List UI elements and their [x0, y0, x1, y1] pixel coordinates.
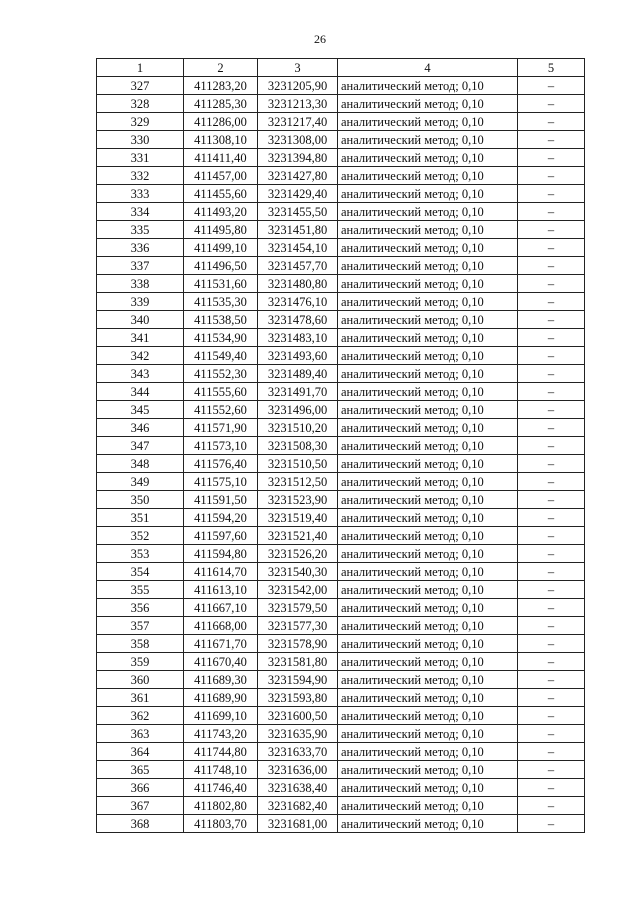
cell-method-accuracy: аналитический метод; 0,10: [338, 95, 518, 113]
table-row: [97, 275, 585, 293]
cell-point-number: 353: [97, 545, 184, 563]
cell-x-coordinate: 411571,90: [184, 419, 258, 437]
column-header-1: 1: [97, 59, 184, 77]
cell-y-coordinate: 3231308,00: [258, 131, 338, 149]
cell-y-coordinate: 3231496,00: [258, 401, 338, 419]
cell-note: –: [518, 203, 585, 221]
cell-method-accuracy: аналитический метод; 0,10: [338, 149, 518, 167]
cell-note: –: [518, 419, 585, 437]
cell-y-coordinate: 3231523,90: [258, 491, 338, 509]
cell-note: –: [518, 689, 585, 707]
cell-point-number: 361: [97, 689, 184, 707]
cell-note: –: [518, 653, 585, 671]
cell-x-coordinate: 411744,80: [184, 743, 258, 761]
cell-method-accuracy: аналитический метод; 0,10: [338, 257, 518, 275]
cell-y-coordinate: 3231600,50: [258, 707, 338, 725]
cell-note: –: [518, 671, 585, 689]
cell-method-accuracy: аналитический метод; 0,10: [338, 221, 518, 239]
cell-note: –: [518, 221, 585, 239]
cell-point-number: 335: [97, 221, 184, 239]
cell-x-coordinate: 411573,10: [184, 437, 258, 455]
cell-note: –: [518, 815, 585, 833]
cell-method-accuracy: аналитический метод; 0,10: [338, 761, 518, 779]
cell-point-number: 328: [97, 95, 184, 113]
cell-point-number: 363: [97, 725, 184, 743]
cell-note: –: [518, 383, 585, 401]
cell-y-coordinate: 3231454,10: [258, 239, 338, 257]
table-row: [97, 707, 585, 725]
cell-point-number: 366: [97, 779, 184, 797]
cell-method-accuracy: аналитический метод; 0,10: [338, 131, 518, 149]
cell-point-number: 330: [97, 131, 184, 149]
table-row: [97, 437, 585, 455]
cell-method-accuracy: аналитический метод; 0,10: [338, 293, 518, 311]
cell-point-number: 334: [97, 203, 184, 221]
table-row: [97, 239, 585, 257]
table-row: [97, 509, 585, 527]
cell-point-number: 338: [97, 275, 184, 293]
table-row: [97, 761, 585, 779]
cell-point-number: 354: [97, 563, 184, 581]
table-row: [97, 473, 585, 491]
cell-note: –: [518, 347, 585, 365]
cell-y-coordinate: 3231394,80: [258, 149, 338, 167]
cell-x-coordinate: 411493,20: [184, 203, 258, 221]
cell-y-coordinate: 3231635,90: [258, 725, 338, 743]
cell-y-coordinate: 3231681,00: [258, 815, 338, 833]
cell-point-number: 367: [97, 797, 184, 815]
cell-note: –: [518, 797, 585, 815]
cell-method-accuracy: аналитический метод; 0,10: [338, 797, 518, 815]
cell-note: –: [518, 509, 585, 527]
cell-method-accuracy: аналитический метод; 0,10: [338, 437, 518, 455]
cell-x-coordinate: 411411,40: [184, 149, 258, 167]
cut-off-footer-text: [150, 892, 590, 906]
cell-x-coordinate: 411455,60: [184, 185, 258, 203]
cell-y-coordinate: 3231476,10: [258, 293, 338, 311]
cell-method-accuracy: аналитический метод; 0,10: [338, 581, 518, 599]
cell-y-coordinate: 3231491,70: [258, 383, 338, 401]
cell-method-accuracy: аналитический метод; 0,10: [338, 347, 518, 365]
cell-note: –: [518, 707, 585, 725]
table-row: [97, 365, 585, 383]
cell-point-number: 349: [97, 473, 184, 491]
cell-note: –: [518, 167, 585, 185]
table-row: [97, 95, 585, 113]
cell-point-number: 340: [97, 311, 184, 329]
cell-method-accuracy: аналитический метод; 0,10: [338, 113, 518, 131]
cell-method-accuracy: аналитический метод; 0,10: [338, 383, 518, 401]
table-row: [97, 725, 585, 743]
cell-x-coordinate: 411803,70: [184, 815, 258, 833]
cell-x-coordinate: 411802,80: [184, 797, 258, 815]
cell-method-accuracy: аналитический метод; 0,10: [338, 527, 518, 545]
table-row: [97, 815, 585, 833]
cell-point-number: 368: [97, 815, 184, 833]
cell-method-accuracy: аналитический метод; 0,10: [338, 491, 518, 509]
cell-note: –: [518, 743, 585, 761]
cell-method-accuracy: аналитический метод; 0,10: [338, 653, 518, 671]
cell-point-number: 339: [97, 293, 184, 311]
cell-y-coordinate: 3231217,40: [258, 113, 338, 131]
cell-point-number: 347: [97, 437, 184, 455]
cell-x-coordinate: 411286,00: [184, 113, 258, 131]
cell-note: –: [518, 761, 585, 779]
cell-note: –: [518, 365, 585, 383]
table-row: [97, 563, 585, 581]
cell-x-coordinate: 411283,20: [184, 77, 258, 95]
table-row: [97, 617, 585, 635]
cell-point-number: 342: [97, 347, 184, 365]
table-row: [97, 383, 585, 401]
cell-point-number: 331: [97, 149, 184, 167]
table-row: [97, 347, 585, 365]
cell-method-accuracy: аналитический метод; 0,10: [338, 239, 518, 257]
cell-y-coordinate: 3231213,30: [258, 95, 338, 113]
cell-note: –: [518, 563, 585, 581]
cell-point-number: 329: [97, 113, 184, 131]
cell-x-coordinate: 411594,80: [184, 545, 258, 563]
table-row: [97, 419, 585, 437]
table-row: [97, 671, 585, 689]
cell-method-accuracy: аналитический метод; 0,10: [338, 545, 518, 563]
table-row: [97, 635, 585, 653]
cell-x-coordinate: 411496,50: [184, 257, 258, 275]
cell-point-number: 362: [97, 707, 184, 725]
cell-x-coordinate: 411534,90: [184, 329, 258, 347]
table-row: [97, 293, 585, 311]
cell-y-coordinate: 3231579,50: [258, 599, 338, 617]
cell-y-coordinate: 3231512,50: [258, 473, 338, 491]
cell-x-coordinate: 411699,10: [184, 707, 258, 725]
table-row: [97, 581, 585, 599]
cell-method-accuracy: аналитический метод; 0,10: [338, 167, 518, 185]
cell-point-number: 356: [97, 599, 184, 617]
cell-method-accuracy: аналитический метод; 0,10: [338, 689, 518, 707]
cell-method-accuracy: аналитический метод; 0,10: [338, 743, 518, 761]
cell-y-coordinate: 3231636,00: [258, 761, 338, 779]
cell-point-number: 336: [97, 239, 184, 257]
cell-note: –: [518, 149, 585, 167]
table-row: [97, 257, 585, 275]
cell-point-number: 333: [97, 185, 184, 203]
cell-method-accuracy: аналитический метод; 0,10: [338, 779, 518, 797]
page-number: 26: [314, 32, 326, 46]
cell-x-coordinate: 411670,40: [184, 653, 258, 671]
cell-x-coordinate: 411667,10: [184, 599, 258, 617]
table-row: [97, 779, 585, 797]
cell-point-number: 350: [97, 491, 184, 509]
cell-method-accuracy: аналитический метод; 0,10: [338, 329, 518, 347]
cell-x-coordinate: 411576,40: [184, 455, 258, 473]
table-row: [97, 545, 585, 563]
cell-point-number: 344: [97, 383, 184, 401]
cell-method-accuracy: аналитический метод; 0,10: [338, 77, 518, 95]
table-row: [97, 797, 585, 815]
cell-y-coordinate: 3231633,70: [258, 743, 338, 761]
table-row: [97, 149, 585, 167]
cell-y-coordinate: 3231480,80: [258, 275, 338, 293]
cell-y-coordinate: 3231457,70: [258, 257, 338, 275]
cell-y-coordinate: 3231521,40: [258, 527, 338, 545]
cell-method-accuracy: аналитический метод; 0,10: [338, 185, 518, 203]
cell-x-coordinate: 411549,40: [184, 347, 258, 365]
cell-y-coordinate: 3231489,40: [258, 365, 338, 383]
cell-note: –: [518, 257, 585, 275]
table-row: [97, 689, 585, 707]
cell-point-number: 343: [97, 365, 184, 383]
cell-point-number: 365: [97, 761, 184, 779]
cell-point-number: 359: [97, 653, 184, 671]
cell-method-accuracy: аналитический метод; 0,10: [338, 365, 518, 383]
cell-point-number: 364: [97, 743, 184, 761]
table-row: [97, 311, 585, 329]
cell-x-coordinate: 411594,20: [184, 509, 258, 527]
cell-x-coordinate: 411689,90: [184, 689, 258, 707]
cell-x-coordinate: 411538,50: [184, 311, 258, 329]
table-row: [97, 77, 585, 95]
cell-x-coordinate: 411689,30: [184, 671, 258, 689]
cell-y-coordinate: 3231682,40: [258, 797, 338, 815]
cell-method-accuracy: аналитический метод; 0,10: [338, 509, 518, 527]
cell-x-coordinate: 411531,60: [184, 275, 258, 293]
cell-note: –: [518, 311, 585, 329]
cell-note: –: [518, 329, 585, 347]
cell-x-coordinate: 411591,50: [184, 491, 258, 509]
cell-note: –: [518, 599, 585, 617]
cell-y-coordinate: 3231427,80: [258, 167, 338, 185]
cell-x-coordinate: 411457,00: [184, 167, 258, 185]
cell-x-coordinate: 411671,70: [184, 635, 258, 653]
cell-y-coordinate: 3231478,60: [258, 311, 338, 329]
cell-y-coordinate: 3231638,40: [258, 779, 338, 797]
cell-y-coordinate: 3231542,00: [258, 581, 338, 599]
cell-x-coordinate: 411499,10: [184, 239, 258, 257]
table-row: [97, 221, 585, 239]
cell-method-accuracy: аналитический метод; 0,10: [338, 311, 518, 329]
cell-y-coordinate: 3231508,30: [258, 437, 338, 455]
cell-method-accuracy: аналитический метод; 0,10: [338, 203, 518, 221]
column-header-2: 2: [184, 59, 258, 77]
cell-method-accuracy: аналитический метод; 0,10: [338, 815, 518, 833]
table-row: [97, 455, 585, 473]
cell-y-coordinate: 3231593,80: [258, 689, 338, 707]
table-row: [97, 599, 585, 617]
cell-x-coordinate: 411614,70: [184, 563, 258, 581]
cell-method-accuracy: аналитический метод; 0,10: [338, 617, 518, 635]
cell-note: –: [518, 401, 585, 419]
cell-method-accuracy: аналитический метод; 0,10: [338, 671, 518, 689]
cell-x-coordinate: 411597,60: [184, 527, 258, 545]
cell-point-number: 360: [97, 671, 184, 689]
cell-x-coordinate: 411552,60: [184, 401, 258, 419]
cell-x-coordinate: 411308,10: [184, 131, 258, 149]
cell-note: –: [518, 491, 585, 509]
cell-y-coordinate: 3231455,50: [258, 203, 338, 221]
cell-method-accuracy: аналитический метод; 0,10: [338, 473, 518, 491]
cell-method-accuracy: аналитический метод; 0,10: [338, 707, 518, 725]
cell-note: –: [518, 779, 585, 797]
cell-y-coordinate: 3231205,90: [258, 77, 338, 95]
cell-x-coordinate: 411575,10: [184, 473, 258, 491]
table-row: [97, 329, 585, 347]
table-row: [97, 491, 585, 509]
cell-x-coordinate: 411748,10: [184, 761, 258, 779]
table-header-row: [97, 59, 585, 77]
cell-point-number: 351: [97, 509, 184, 527]
cell-y-coordinate: 3231510,50: [258, 455, 338, 473]
table-row: [97, 167, 585, 185]
cell-point-number: 345: [97, 401, 184, 419]
column-header-5: 5: [518, 59, 585, 77]
cell-x-coordinate: 411743,20: [184, 725, 258, 743]
cell-y-coordinate: 3231451,80: [258, 221, 338, 239]
cell-point-number: 337: [97, 257, 184, 275]
cell-y-coordinate: 3231493,60: [258, 347, 338, 365]
cell-note: –: [518, 581, 585, 599]
coordinates-table: [96, 58, 585, 833]
cell-point-number: 348: [97, 455, 184, 473]
table-row: [97, 203, 585, 221]
cell-point-number: 332: [97, 167, 184, 185]
column-header-3: 3: [258, 59, 338, 77]
cell-note: –: [518, 473, 585, 491]
column-header-4: 4: [338, 59, 518, 77]
cell-method-accuracy: аналитический метод; 0,10: [338, 725, 518, 743]
cell-note: –: [518, 95, 585, 113]
cell-point-number: 346: [97, 419, 184, 437]
cell-method-accuracy: аналитический метод; 0,10: [338, 599, 518, 617]
table-row: [97, 743, 585, 761]
cell-x-coordinate: 411495,80: [184, 221, 258, 239]
table-row: [97, 527, 585, 545]
cell-method-accuracy: аналитический метод; 0,10: [338, 401, 518, 419]
cell-y-coordinate: 3231510,20: [258, 419, 338, 437]
cell-note: –: [518, 239, 585, 257]
cell-note: –: [518, 131, 585, 149]
cell-method-accuracy: аналитический метод; 0,10: [338, 563, 518, 581]
cell-note: –: [518, 275, 585, 293]
cell-point-number: 341: [97, 329, 184, 347]
cell-point-number: 355: [97, 581, 184, 599]
cell-x-coordinate: 411613,10: [184, 581, 258, 599]
cell-y-coordinate: 3231519,40: [258, 509, 338, 527]
cell-x-coordinate: 411668,00: [184, 617, 258, 635]
cell-point-number: 358: [97, 635, 184, 653]
cell-y-coordinate: 3231483,10: [258, 329, 338, 347]
cell-y-coordinate: 3231577,30: [258, 617, 338, 635]
table-row: [97, 653, 585, 671]
cell-method-accuracy: аналитический метод; 0,10: [338, 635, 518, 653]
cell-method-accuracy: аналитический метод; 0,10: [338, 275, 518, 293]
cell-x-coordinate: 411285,30: [184, 95, 258, 113]
cell-note: –: [518, 113, 585, 131]
cell-x-coordinate: 411535,30: [184, 293, 258, 311]
cell-note: –: [518, 617, 585, 635]
cell-point-number: 357: [97, 617, 184, 635]
cell-x-coordinate: 411552,30: [184, 365, 258, 383]
cell-note: –: [518, 455, 585, 473]
cell-method-accuracy: аналитический метод; 0,10: [338, 455, 518, 473]
cell-note: –: [518, 293, 585, 311]
cell-x-coordinate: 411746,40: [184, 779, 258, 797]
cell-y-coordinate: 3231526,20: [258, 545, 338, 563]
cell-point-number: 327: [97, 77, 184, 95]
table-body: [97, 77, 585, 833]
table-row: [97, 131, 585, 149]
cell-note: –: [518, 527, 585, 545]
cell-note: –: [518, 545, 585, 563]
table-row: [97, 401, 585, 419]
cell-note: –: [518, 725, 585, 743]
cell-point-number: 352: [97, 527, 184, 545]
cell-y-coordinate: 3231581,80: [258, 653, 338, 671]
cell-note: –: [518, 185, 585, 203]
table-row: [97, 113, 585, 131]
cell-y-coordinate: 3231594,90: [258, 671, 338, 689]
cell-y-coordinate: 3231540,30: [258, 563, 338, 581]
table-row: [97, 185, 585, 203]
cell-method-accuracy: аналитический метод; 0,10: [338, 419, 518, 437]
cell-x-coordinate: 411555,60: [184, 383, 258, 401]
cell-note: –: [518, 77, 585, 95]
cell-note: –: [518, 635, 585, 653]
cell-y-coordinate: 3231578,90: [258, 635, 338, 653]
cell-y-coordinate: 3231429,40: [258, 185, 338, 203]
cell-note: –: [518, 437, 585, 455]
